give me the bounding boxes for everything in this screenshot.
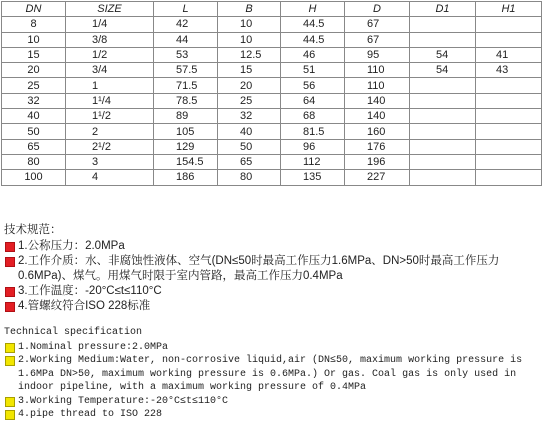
table-cell: 10 [2, 32, 66, 47]
table-cell: 80 [218, 170, 281, 185]
table-cell: 25 [218, 93, 281, 108]
table-cell: 95 [345, 47, 410, 62]
red-square-bullet-icon [5, 302, 15, 312]
cn-spec-item-text: 3.工作温度：-20°C≤t≤110°C [18, 285, 162, 297]
table-row [2, 17, 542, 32]
table-cell: 20 [218, 78, 281, 93]
table-cell: 40 [2, 109, 66, 124]
table-cell [410, 78, 476, 93]
table-cell: 78.5 [154, 93, 218, 108]
cn-spec-item-text: 4.管螺纹符合ISO 228标准 [18, 300, 151, 312]
en-spec-section [4, 326, 538, 422]
cn-spec-section [4, 223, 538, 314]
table-body [2, 17, 542, 185]
yellow-square-bullet-icon [5, 397, 15, 407]
table-cell: 15 [218, 63, 281, 78]
header-h1: H1 [476, 2, 542, 17]
table-cell: 89 [154, 109, 218, 124]
table-cell: 80 [2, 154, 66, 169]
table-cell: 1/4 [66, 17, 154, 32]
table-cell [410, 124, 476, 139]
cn-spec-item-3 [4, 284, 538, 299]
table-cell: 65 [218, 154, 281, 169]
table-cell: 154.5 [154, 154, 218, 169]
header-d: D [345, 2, 410, 17]
cn-spec-item-text: 2.工作介质：水、非腐蚀性液体、空气(DN≤50时最高工作压力1.6MPa、DN>50时最高工作压力0.6MPa)、煤气。用煤气时限于室内管路，最高工作压力0.4MPa [18, 255, 500, 282]
en-spec-item-2 [4, 354, 538, 395]
table-cell: 1/2 [66, 47, 154, 62]
table-cell: 54 [410, 47, 476, 62]
yellow-square-bullet-icon [5, 356, 15, 366]
table-cell: 15 [2, 47, 66, 62]
table-row [2, 109, 542, 124]
table-cell: 8 [2, 17, 66, 32]
header-d1: D1 [410, 2, 476, 17]
table-cell: 186 [154, 170, 218, 185]
table-cell: 1 [66, 78, 154, 93]
table-cell: 2 [66, 124, 154, 139]
table-cell: 2¹/2 [66, 139, 154, 154]
en-spec-item-3 [4, 395, 538, 409]
table-cell: 135 [281, 170, 345, 185]
en-spec-item-1 [4, 341, 538, 355]
en-spec-item-text: 2.Working Medium:Water, non-corrosive liquid,air (DN≤50, maximum working pressure is 1.6MPa DN>50, maximum working pressure is 0.6MPa.) Or gas. Coal gas is only used in indoor pipeline, with a maximum working pressure of 0.4MPa [18, 355, 523, 393]
table-cell [476, 93, 542, 108]
table-cell [476, 139, 542, 154]
table-cell: 110 [345, 78, 410, 93]
cn-spec-heading: 技术规范： [4, 224, 62, 236]
table-cell: 56 [281, 78, 345, 93]
table-cell: 81.5 [281, 124, 345, 139]
table-cell: 1¹/2 [66, 109, 154, 124]
table-cell: 67 [345, 17, 410, 32]
en-spec-heading: Technical specification [4, 327, 143, 338]
table-cell: 96 [281, 139, 345, 154]
yellow-square-bullet-icon [5, 343, 15, 353]
en-spec-item-text: 1.Nominal pressure:2.0MPa [18, 341, 169, 353]
table-row [2, 63, 542, 78]
table-cell: 65 [2, 139, 66, 154]
table-cell [410, 154, 476, 169]
header-dn: DN [2, 2, 66, 17]
table-cell [476, 17, 542, 32]
table-cell: 3 [66, 154, 154, 169]
table-cell: 12.5 [218, 47, 281, 62]
table-cell: 40 [218, 124, 281, 139]
table-cell: 227 [345, 170, 410, 185]
table-cell [410, 170, 476, 185]
table-cell: 25 [2, 78, 66, 93]
table-cell: 3/4 [66, 63, 154, 78]
table-cell: 51 [281, 63, 345, 78]
table-cell: 129 [154, 139, 218, 154]
table-row [2, 93, 542, 108]
table-cell [410, 17, 476, 32]
table-header-row [2, 2, 542, 17]
table-row [2, 139, 542, 154]
table-cell: 50 [2, 124, 66, 139]
table-cell: 44 [154, 32, 218, 47]
table-cell: 64 [281, 93, 345, 108]
cn-spec-item-2 [4, 254, 538, 284]
table-cell: 42 [154, 17, 218, 32]
header-size: SIZE [66, 2, 154, 17]
table-cell: 140 [345, 93, 410, 108]
table-cell [410, 109, 476, 124]
header-h: H [281, 2, 345, 17]
table-cell: 67 [345, 32, 410, 47]
en-spec-item-text: 3.Working Temperature:-20°C≤t≤110°C [18, 395, 229, 407]
table-row [2, 170, 542, 185]
table-cell: 41 [476, 47, 542, 62]
red-square-bullet-icon [5, 242, 15, 252]
yellow-square-bullet-icon [5, 410, 15, 420]
table-row [2, 78, 542, 93]
en-spec-item-text: 4.pipe thread to ISO 228 [18, 409, 163, 420]
table-cell [410, 93, 476, 108]
table-cell: 10 [218, 17, 281, 32]
table-cell [476, 109, 542, 124]
red-square-bullet-icon [5, 257, 15, 267]
table-cell: 71.5 [154, 78, 218, 93]
table-row [2, 154, 542, 169]
table-cell: 32 [218, 109, 281, 124]
table-cell [476, 32, 542, 47]
table-cell: 54 [410, 63, 476, 78]
table-row [2, 32, 542, 47]
en-spec-item-4 [4, 408, 538, 422]
table-cell: 57.5 [154, 63, 218, 78]
table-cell: 112 [281, 154, 345, 169]
table-cell: 105 [154, 124, 218, 139]
table-cell [476, 124, 542, 139]
table-cell: 110 [345, 63, 410, 78]
header-l: L [154, 2, 218, 17]
table-cell: 140 [345, 109, 410, 124]
table-cell: 1¹/4 [66, 93, 154, 108]
cn-spec-item-4 [4, 299, 538, 314]
table-cell [476, 78, 542, 93]
cn-spec-item-text: 1.公称压力：2.0MPa [18, 240, 125, 252]
table-cell: 68 [281, 109, 345, 124]
red-square-bullet-icon [5, 287, 15, 297]
table-cell: 160 [345, 124, 410, 139]
table-cell: 20 [2, 63, 66, 78]
table-cell [476, 170, 542, 185]
table-cell: 43 [476, 63, 542, 78]
table-cell: 44.5 [281, 32, 345, 47]
table-cell: 50 [218, 139, 281, 154]
table-cell: 100 [2, 170, 66, 185]
table-cell: 176 [345, 139, 410, 154]
table-cell: 10 [218, 32, 281, 47]
table-cell: 32 [2, 93, 66, 108]
table-cell [410, 139, 476, 154]
table-cell: 4 [66, 170, 154, 185]
cn-spec-item-1 [4, 239, 538, 254]
table-cell: 44.5 [281, 17, 345, 32]
table-cell [476, 154, 542, 169]
table-cell: 3/8 [66, 32, 154, 47]
table-cell: 53 [154, 47, 218, 62]
table-cell: 196 [345, 154, 410, 169]
table-row [2, 124, 542, 139]
table-cell: 46 [281, 47, 345, 62]
header-b: B [218, 2, 281, 17]
table-cell [410, 32, 476, 47]
table-row [2, 47, 542, 62]
dimension-table [1, 1, 542, 186]
